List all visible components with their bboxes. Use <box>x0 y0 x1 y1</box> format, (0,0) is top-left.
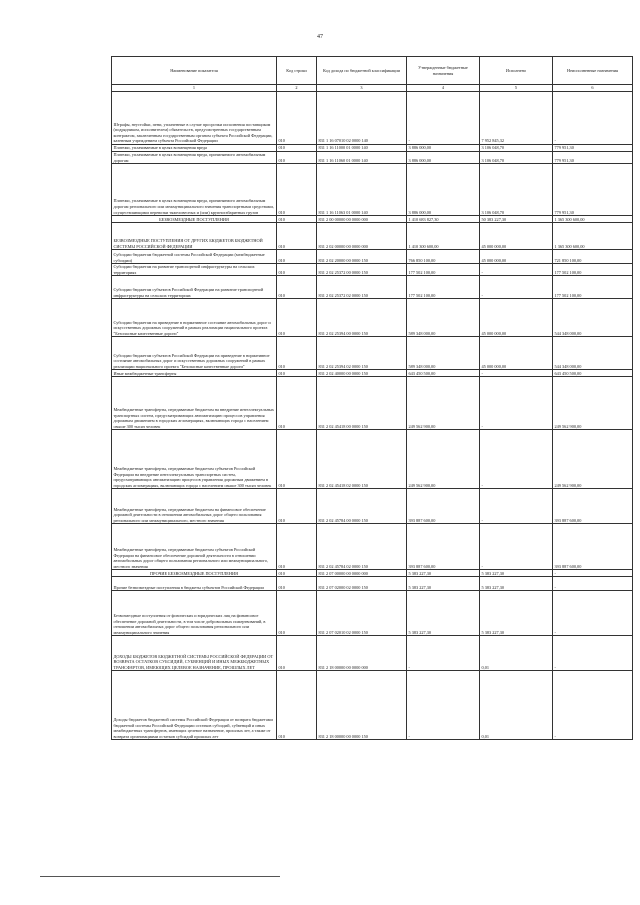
row-name: Доходы бюджетов бюджетной системы Российской Федерации от возврата бюджетами бюджетной системы Российской Федерации остатков субсидий, субвенций и иных межбюджетных трансфертов, имеющих целевое назначение, прошлых лет, а также от возврата организациями остатков субсидий прошлых лет <box>112 671 277 740</box>
row-approved: 177 502 100,00 <box>407 264 480 276</box>
row-code: 010 <box>277 152 317 164</box>
row-unexecuted: 1 365 300 600,00 <box>553 216 633 223</box>
column-number: 6 <box>553 85 633 92</box>
income-report-table <box>111 56 633 740</box>
row-approved: 643 450 500,00 <box>407 370 480 377</box>
row-executed: 45 000 000,00 <box>480 299 553 337</box>
row-name: Платежи, уплачиваемые в целях возмещения вреда <box>112 145 277 152</box>
row-name: Субсидии бюджетам на приведение в нормативное состояние автомобильных дорог и искусственных дорожных сооружений в рамках реализации национального проекта "Безопасные качественные дороги" <box>112 299 277 337</box>
row-code: 010 <box>277 524 317 570</box>
row-budget-code: 831 2 07 02010 02 0000 150 <box>317 591 407 636</box>
table-row <box>112 570 633 577</box>
column-number: 5 <box>480 85 553 92</box>
row-name: Безвозмездные поступления от физических и юридических лиц на финансовое обеспечение дорожной деятельности, в том числе добровольных пожертвований, в отношении автомобильных дорог общего пользования регионального или межмуниципального значения <box>112 591 277 636</box>
row-code: 010 <box>277 299 317 337</box>
row-executed: - <box>480 489 553 524</box>
row-code: 010 <box>277 223 317 250</box>
table-row <box>112 337 633 370</box>
column-number: 1 <box>112 85 277 92</box>
row-code: 010 <box>277 216 317 223</box>
row-unexecuted: 779 951,30 <box>553 164 633 216</box>
row-executed: 5 383 227,30 <box>480 577 553 591</box>
row-code: 010 <box>277 591 317 636</box>
row-executed: 3 106 048,70 <box>480 152 553 164</box>
row-code: 010 <box>277 276 317 299</box>
row-code: 010 <box>277 577 317 591</box>
table-row <box>112 671 633 740</box>
header-approved: Утвержденные бюджетные назначения <box>407 57 480 85</box>
row-budget-code: 831 2 02 45784 02 0000 150 <box>317 524 407 570</box>
row-approved: - <box>407 92 480 145</box>
header-code: Код строки <box>277 57 317 85</box>
row-approved: 5 383 227,30 <box>407 570 480 577</box>
table-row <box>112 223 633 250</box>
row-approved: 249 562 900,00 <box>407 430 480 489</box>
row-executed: 45 000 000,00 <box>480 337 553 370</box>
row-unexecuted: - <box>553 636 633 671</box>
table-body <box>112 92 633 740</box>
column-number: 4 <box>407 85 480 92</box>
row-name: БЕЗВОЗМЕЗДНЫЕ ПОСТУПЛЕНИЯ ОТ ДРУГИХ БЮДЖЕТОВ БЮДЖЕТНОЙ СИСТЕМЫ РОССИЙСКОЙ ФЕДЕРАЦИИ <box>112 223 277 250</box>
row-name: Прочие безвозмездные поступления в бюджеты субъектов Российской Федерации <box>112 577 277 591</box>
table-row <box>112 524 633 570</box>
row-executed: 45 000 000,00 <box>480 223 553 250</box>
table-row <box>112 636 633 671</box>
row-budget-code: 831 1 16 11063 01 0000 140 <box>317 164 407 216</box>
row-name: Межбюджетные трансферты, передаваемые бюджетам субъектов Российской Федерации на внедрение интеллектуальных транспортных систем, предусматривающих автоматизацию процессов управления дорожным движением в городских агломерациях, включающих города с населением свыше 300 тысяч человек <box>112 430 277 489</box>
row-budget-code: 831 2 00 00000 00 0000 000 <box>317 216 407 223</box>
row-name: БЕЗВОЗМЕЗДНЫЕ ПОСТУПЛЕНИЯ <box>112 216 277 223</box>
row-unexecuted: - <box>553 577 633 591</box>
row-budget-code: 831 2 18 00000 00 0000 150 <box>317 671 407 740</box>
row-budget-code: 831 2 02 40000 00 0000 150 <box>317 370 407 377</box>
table-row <box>112 430 633 489</box>
row-approved: 589 348 000,00 <box>407 337 480 370</box>
row-approved: 249 562 900,00 <box>407 377 480 430</box>
row-budget-code: 831 2 07 02000 02 0000 150 <box>317 577 407 591</box>
row-budget-code: 831 2 02 25394 00 0000 150 <box>317 299 407 337</box>
table-header-row <box>112 57 633 85</box>
row-approved: 393 887 600,00 <box>407 524 480 570</box>
row-code: 010 <box>277 636 317 671</box>
row-code: 010 <box>277 370 317 377</box>
row-code: 010 <box>277 489 317 524</box>
table-row <box>112 164 633 216</box>
row-executed: 3 106 048,70 <box>480 145 553 152</box>
row-name: Субсидии бюджетам субъектов Российской Федерации на приведение в нормативное состояние автомобильных дорог и искусственных дорожных сооружений в рамках реализации национального проекта "Безопасные качественные дороги" <box>112 337 277 370</box>
row-approved: 5 383 227,30 <box>407 577 480 591</box>
row-code: 010 <box>277 250 317 264</box>
row-unexecuted: 177 502 100,00 <box>553 276 633 299</box>
row-code: 010 <box>277 337 317 370</box>
row-approved: 3 886 000,00 <box>407 164 480 216</box>
table-row <box>112 152 633 164</box>
row-executed: - <box>480 264 553 276</box>
table-row <box>112 489 633 524</box>
table-row <box>112 276 633 299</box>
header-executed: Исполнено <box>480 57 553 85</box>
row-approved: 1 410 300 600,00 <box>407 223 480 250</box>
row-code: 010 <box>277 264 317 276</box>
table-row <box>112 92 633 145</box>
row-approved: 589 348 000,00 <box>407 299 480 337</box>
row-executed: - <box>480 430 553 489</box>
header-unexecuted: Неисполненные назначения <box>553 57 633 85</box>
column-number: 2 <box>277 85 317 92</box>
table-row <box>112 264 633 276</box>
row-unexecuted: 1 365 300 600,00 <box>553 223 633 250</box>
row-unexecuted: 544 348 000,00 <box>553 337 633 370</box>
row-unexecuted: 393 887 600,00 <box>553 524 633 570</box>
row-unexecuted: 393 887 600,00 <box>553 489 633 524</box>
row-approved: 3 886 000,00 <box>407 152 480 164</box>
row-unexecuted: - <box>553 92 633 145</box>
row-name: Межбюджетные трансферты, передаваемые бюджетам на внедрение интеллектуальных транспортных систем, предусматривающих автоматизацию процессов управления дорожным движением в городских агломерациях, включающих города с населением свыше 300 тысяч человек <box>112 377 277 430</box>
row-approved: 766 850 100,00 <box>407 250 480 264</box>
row-executed: 50 383 227,30 <box>480 216 553 223</box>
row-name: Иные межбюджетные трансферты <box>112 370 277 377</box>
row-budget-code: 831 2 18 00000 00 0000 000 <box>317 636 407 671</box>
row-budget-code: 831 1 16 11000 01 0000 140 <box>317 145 407 152</box>
table-row <box>112 250 633 264</box>
row-code: 010 <box>277 377 317 430</box>
row-unexecuted: - <box>553 570 633 577</box>
row-name: Субсидии бюджетам на развитие транспортной инфраструктуры на сельских территориях <box>112 264 277 276</box>
row-unexecuted: 177 502 100,00 <box>553 264 633 276</box>
row-unexecuted: - <box>553 591 633 636</box>
row-code: 010 <box>277 92 317 145</box>
row-name: Платежи, уплачиваемые в целях возмещения вреда, причиняемого автомобильным дорогам регионального или межмуниципального значения транспортными средствами, осуществляющими перевозки тяжеловесных и (или) крупногабаритных грузов <box>112 164 277 216</box>
row-approved: - <box>407 636 480 671</box>
row-unexecuted: 721 850 100,00 <box>553 250 633 264</box>
row-executed: - <box>480 370 553 377</box>
row-unexecuted: 544 348 000,00 <box>553 299 633 337</box>
row-name: ПРОЧИЕ БЕЗВОЗМЕЗДНЫЕ ПОСТУПЛЕНИЯ <box>112 570 277 577</box>
row-name: ДОХОДЫ БЮДЖЕТОВ БЮДЖЕТНОЙ СИСТЕМЫ РОССИЙСКОЙ ФЕДЕРАЦИИ ОТ ВОЗВРАТА ОСТАТКОВ СУБСИДИЙ, СУБВЕНЦИЙ И ИНЫХ МЕЖБЮДЖЕТНЫХ ТРАНСФЕРТОВ, ИМЕЮЩИХ ЦЕЛЕВОЕ НАЗНАЧЕНИЕ, ПРОШЛЫХ ЛЕТ <box>112 636 277 671</box>
table-row <box>112 145 633 152</box>
column-number: 3 <box>317 85 407 92</box>
table-row <box>112 591 633 636</box>
header-budget-code: Код дохода по бюджетной классификации <box>317 57 407 85</box>
row-code: 010 <box>277 570 317 577</box>
row-executed: 7 952 845,32 <box>480 92 553 145</box>
row-code: 010 <box>277 430 317 489</box>
row-budget-code: 831 2 02 25372 02 0000 150 <box>317 276 407 299</box>
row-executed: 45 000 000,00 <box>480 250 553 264</box>
row-executed: - <box>480 524 553 570</box>
row-name: Штрафы, неустойки, пени, уплаченные в случае просрочки исполнения поставщиком (подрядчиком, исполнителем) обязательств, предусмотренных государственным контрактом, заключенным государственным органом субъекта Российской Федерации, казенным учреждением субъекта Российской Федерации <box>112 92 277 145</box>
table-row <box>112 370 633 377</box>
row-unexecuted: 779 951,30 <box>553 152 633 164</box>
table-row <box>112 216 633 223</box>
column-number-row <box>112 85 633 92</box>
row-approved: 3 886 000,00 <box>407 145 480 152</box>
footer-divider <box>40 876 280 877</box>
header-name: Наименование показателя <box>112 57 277 85</box>
row-budget-code: 831 2 02 25372 00 0000 150 <box>317 264 407 276</box>
row-approved: - <box>407 671 480 740</box>
row-budget-code: 831 2 02 45784 00 0000 150 <box>317 489 407 524</box>
row-unexecuted: - <box>553 671 633 740</box>
table-row <box>112 299 633 337</box>
row-unexecuted: 249 562 900,00 <box>553 377 633 430</box>
row-budget-code: 831 2 02 20000 00 0000 150 <box>317 250 407 264</box>
row-name: Платежи, уплачиваемые в целях возмещения вреда, причиняемого автомобильным дорогам <box>112 152 277 164</box>
row-approved: 177 502 100,00 <box>407 276 480 299</box>
row-name: Субсидии бюджетам бюджетной системы Российской Федерации (межбюджетные субсидии) <box>112 250 277 264</box>
row-executed: 3 106 048,70 <box>480 164 553 216</box>
table-row <box>112 577 633 591</box>
row-executed: - <box>480 377 553 430</box>
row-budget-code: 831 1 16 11060 01 0000 140 <box>317 152 407 164</box>
row-code: 010 <box>277 164 317 216</box>
row-budget-code: 831 2 02 45418 02 0000 150 <box>317 430 407 489</box>
row-executed: - <box>480 276 553 299</box>
row-approved: 393 887 600,00 <box>407 489 480 524</box>
row-code: 010 <box>277 671 317 740</box>
table-row <box>112 377 633 430</box>
row-executed: 5 383 227,30 <box>480 570 553 577</box>
row-unexecuted: 779 951,30 <box>553 145 633 152</box>
row-budget-code: 831 2 07 00000 00 0000 000 <box>317 570 407 577</box>
row-name: Межбюджетные трансферты, передаваемые бюджетам субъектов Российской Федерации на финансовое обеспечение дорожной деятельности в отношении автомобильных дорог общего пользования регионального или межмуниципального, местного значения <box>112 524 277 570</box>
row-unexecuted: 249 562 900,00 <box>553 430 633 489</box>
row-approved: 5 383 227,30 <box>407 591 480 636</box>
row-executed: 0,01 <box>480 636 553 671</box>
row-name: Межбюджетные трансферты, передаваемые бюджетам на финансовое обеспечение дорожной деятельности в отношении автомобильных дорог общего пользования регионального или межмуниципального, местного значения <box>112 489 277 524</box>
row-budget-code: 831 2 02 25394 02 0000 150 <box>317 337 407 370</box>
row-executed: 0,01 <box>480 671 553 740</box>
row-code: 010 <box>277 145 317 152</box>
row-approved: 1 410 683 827,30 <box>407 216 480 223</box>
row-executed: 5 383 227,30 <box>480 591 553 636</box>
row-unexecuted: 643 450 500,00 <box>553 370 633 377</box>
row-budget-code: 831 2 02 00000 00 0000 000 <box>317 223 407 250</box>
page-number: 47 <box>317 34 323 40</box>
row-name: Субсидии бюджетам субъектов Российской Федерации на развитие транспортной инфраструктуры на сельских территориях <box>112 276 277 299</box>
row-budget-code: 831 1 16 07010 02 0000 140 <box>317 92 407 145</box>
row-budget-code: 831 2 02 45418 00 0000 150 <box>317 377 407 430</box>
